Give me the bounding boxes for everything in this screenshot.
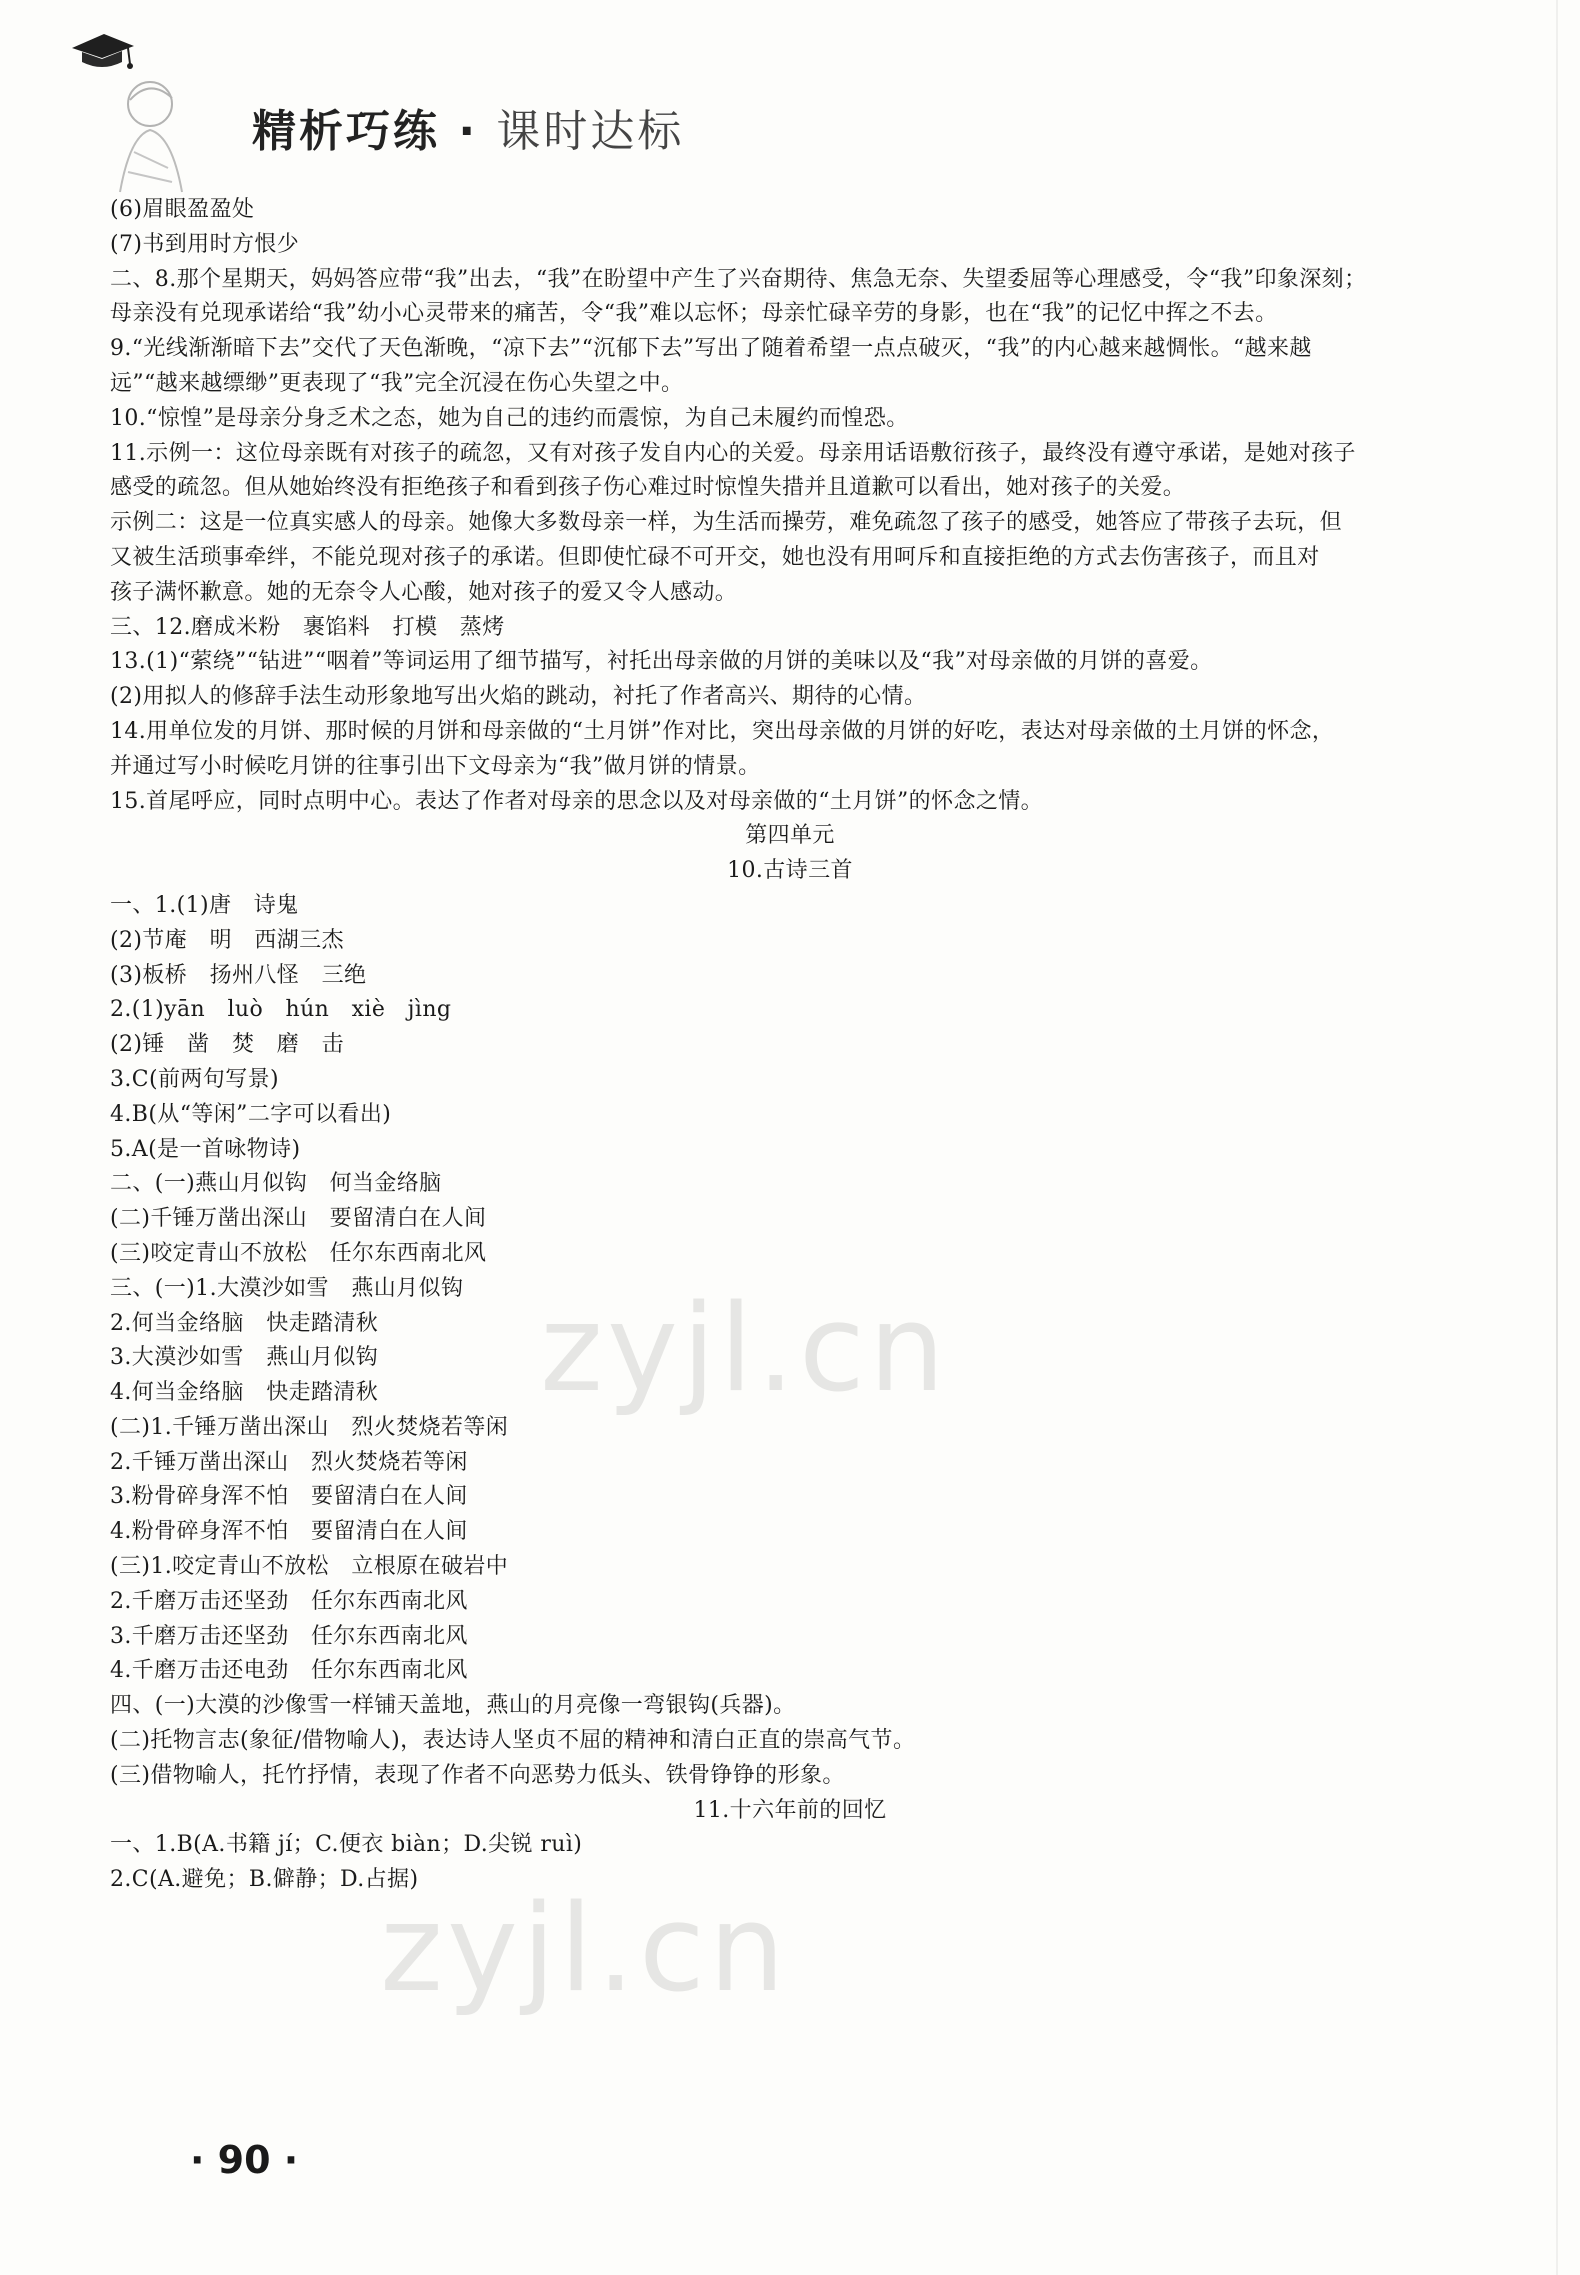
text-line: (3)板桥 扬州八怪 三绝 xyxy=(110,962,367,988)
watermark: zyjl.cn xyxy=(540,1280,949,1419)
header-title-sub: 课时达标 xyxy=(496,106,685,157)
text-line: (三)借物喻人，托竹抒情，表现了作者不向恶势力低头、铁骨铮铮的形象。 xyxy=(110,1762,845,1788)
lesson-title: 10.古诗三首 xyxy=(727,858,853,884)
text-line: 4.千磨万击还电劲 任尔东西南北风 xyxy=(110,1658,468,1684)
text-line: 15.首尾呼应，同时点明中心。表达了作者对母亲的思念以及对母亲做的“土月饼”的怀念之情。 xyxy=(110,788,1044,814)
text-line: 远”“越来越缥缈”更表现了“我”完全沉浸在伤心失望之中。 xyxy=(110,370,684,396)
text-line: (2)锤 凿 焚 磨 击 xyxy=(110,1032,344,1058)
text-line: 一、1.B(A.书籍 jí；C.便衣 biàn；D.尖锐 ruì) xyxy=(110,1832,583,1858)
text-line: (二)千锤万凿出深山 要留清白在人间 xyxy=(110,1206,487,1232)
text-line: (6)眉眼盈盈处 xyxy=(110,197,255,222)
text-line: 2.何当金络脑 快走踏清秋 xyxy=(110,1310,379,1336)
text-line: (三)1.咬定青山不放松 立根原在破岩中 xyxy=(110,1554,509,1580)
text-line: 2.千磨万击还坚劲 任尔东西南北风 xyxy=(110,1588,468,1614)
text-line: 示例二：这是一位真实感人的母亲。她像大多数母亲一样，为生活而操劳，难免疏忽了孩子的感受，她答应了带孩子去玩，但 xyxy=(110,510,1343,536)
text-line: (三)咬定青山不放松 任尔东西南北风 xyxy=(110,1240,487,1266)
text-line: 4.粉骨碎身浑不怕 要留清白在人间 xyxy=(110,1519,468,1545)
text-line: (2)用拟人的修辞手法生动形象地写出火焰的跳动，衬托了作者高兴、期待的心情。 xyxy=(110,684,927,710)
text-line: 3.大漠沙如雪 燕山月似钩 xyxy=(110,1345,379,1371)
text-line: (2)节庵 明 西湖三杰 xyxy=(110,927,344,953)
text-line: 又被生活琐事牵绊，不能兑现对孩子的承诺。但即使忙碌不可开交，她也没有用呵斥和直接拒绝的方式去伤害孩子，而且对 xyxy=(110,544,1320,570)
text-line: 并通过写小时候吃月饼的往事引出下文母亲为“我”做月饼的情景。 xyxy=(110,753,761,779)
text-line: 2.(1)yān luò hún xiè jìng xyxy=(110,997,452,1023)
text-line: 二、(一)燕山月似钩 何当金络脑 xyxy=(110,1171,442,1197)
lesson-title: 11.十六年前的回忆 xyxy=(693,1797,887,1823)
text-line: 四、(一)大漠的沙像雪一样铺天盖地，燕山的月亮像一弯银钩(兵器)。 xyxy=(110,1693,796,1719)
scan-edge-shadow xyxy=(1556,0,1558,2275)
text-line: 14.用单位发的月饼、那时候的月饼和母亲做的“土月饼”作对比，突出母亲做的月饼的好吃，表达对母亲做的土月饼的怀念， xyxy=(110,718,1335,744)
text-line: 2.C(A.避免；B.僻静；D.占据) xyxy=(110,1867,419,1893)
text-line: 13.(1)“萦绕”“钻进”“咽着”等词运用了细节描写，衬托出母亲做的月饼的美味以及“我”对母亲做的月饼的喜爱。 xyxy=(110,649,1213,675)
header-title-main: 精析巧练 xyxy=(252,106,440,157)
text-line: 三、(一)1.大漠沙如雪 燕山月似钩 xyxy=(110,1275,464,1301)
text-line: 三、12.磨成米粉 裹馅料 打模 蒸烤 xyxy=(110,614,505,640)
answer-content xyxy=(110,193,1470,1898)
text-line: 3.粉骨碎身浑不怕 要留清白在人间 xyxy=(110,1484,468,1510)
text-line: 母亲没有兑现承诺给“我”幼小心灵带来的痛苦，令“我”难以忘怀；母亲忙碌辛劳的身影，也在“我”的记忆中挥之不去。 xyxy=(110,301,1278,327)
graduation-cap-icon xyxy=(68,28,138,72)
unit-title: 第四单元 xyxy=(745,823,835,849)
text-line: 4.何当金络脑 快走踏清秋 xyxy=(110,1380,379,1406)
text-line: 感受的疏忽。但从她始终没有拒绝孩子和看到孩子伤心难过时惊惶失措并且道歉可以看出，她对孩子的关爱。 xyxy=(110,475,1186,501)
text-line: 孩子满怀歉意。她的无奈令人心酸，她对孩子的爱又令人感动。 xyxy=(110,579,738,605)
student-figure-icon xyxy=(90,72,210,202)
text-line: (7)书到用时方恨少 xyxy=(110,231,300,257)
text-line: 5.A(是一首咏物诗) xyxy=(110,1136,301,1162)
header xyxy=(60,20,760,190)
text-line: 一、1.(1)唐 诗鬼 xyxy=(110,892,299,918)
text-line: (二)托物言志(象征/借物喻人)，表达诗人坚贞不屈的精神和清白正直的崇高气节。 xyxy=(110,1728,916,1754)
text-line: (二)1.千锤万凿出深山 烈火焚烧若等闲 xyxy=(110,1414,509,1440)
text-line: 9.“光线渐渐暗下去”交代了天色渐晚，“凉下去”“沉郁下去”写出了随着希望一点点破灭，“我”的内心越来越惆怅。“越来越 xyxy=(110,336,1312,362)
page-number: · 90 · xyxy=(190,2138,299,2182)
text-line: 11.示例一：这位母亲既有对孩子的疏忽，又有对孩子发自内心的关爱。母亲用话语敷衍孩子，最终没有遵守承诺，是她对孩子 xyxy=(110,440,1356,466)
text-line: 4.B(从“等闲”二字可以看出) xyxy=(110,1101,392,1127)
text-line: 二、8.那个星期天，妈妈答应带“我”出去，“我”在盼望中产生了兴奋期待、焦急无奈、失望委屈等心理感受，令“我”印象深刻； xyxy=(110,266,1367,292)
text-line: 2.千锤万凿出深山 烈火焚烧若等闲 xyxy=(110,1449,468,1475)
text-line: 3.C(前两句写景) xyxy=(110,1066,279,1092)
text-line: 10.“惊惶”是母亲分身乏术之态，她为自己的违约而震惊，为自己未履约而惶恐。 xyxy=(110,405,909,431)
text-line: 3.千磨万击还坚劲 任尔东西南北风 xyxy=(110,1623,468,1649)
page-header-title xyxy=(252,95,684,159)
header-title-sep: · xyxy=(458,106,479,157)
watermark: zyjl.cn xyxy=(380,1880,789,2019)
